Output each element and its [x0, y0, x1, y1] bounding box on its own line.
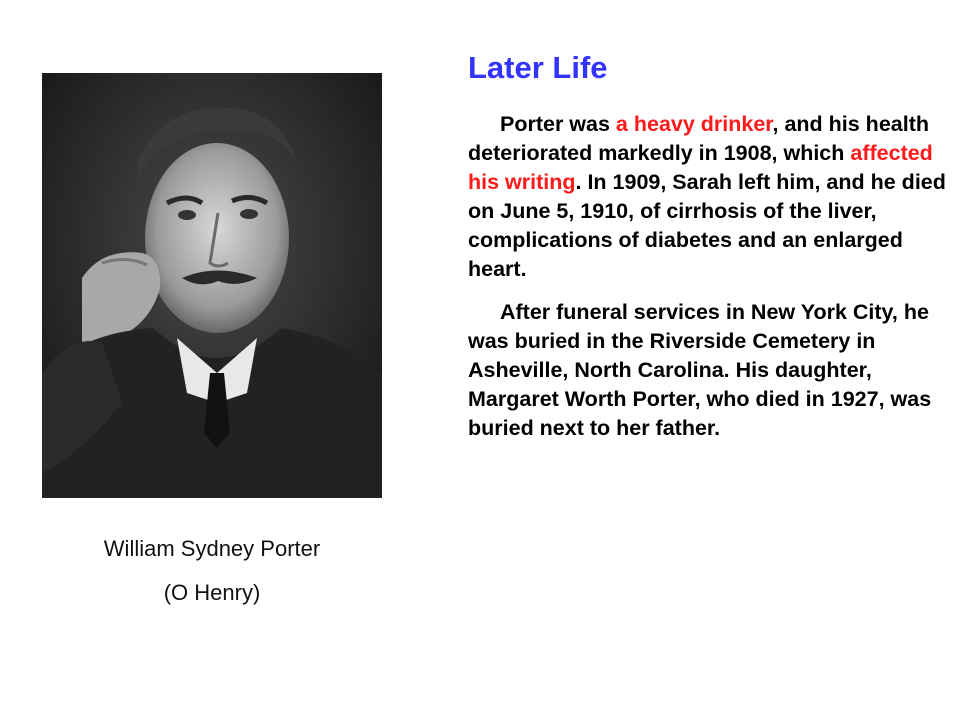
- paragraph-1: [468, 110, 948, 284]
- p1-text-c: , and his health deteriorated markedly in 1908, which: [468, 112, 929, 165]
- photo-caption-alias: (O Henry): [163, 580, 261, 605]
- p1-highlight-affected-writing: affected his writing: [468, 141, 933, 194]
- section-body: [468, 110, 948, 457]
- portrait-photo: [42, 73, 382, 498]
- p1-text-e: . In 1909, Sarah left him, and he died on June 5, 1910, of cirrhosis of the liver, complications of diabetes and an enlarged heart.: [468, 170, 946, 281]
- paragraph-2: After funeral services in New York City, he was buried in the Riverside Cemetery in Asheville, North Carolina. His daughter, Margaret Worth Porter, who died in 1927, was buried next to her father.: [468, 300, 932, 440]
- section-title: Later Life: [468, 50, 608, 85]
- p1-text-a: Porter was: [500, 112, 616, 136]
- photo-caption-name: William Sydney Porter: [103, 536, 321, 561]
- p1-highlight-heavy-drinker: a heavy drinker: [615, 112, 773, 136]
- portrait-illustration: [42, 73, 382, 498]
